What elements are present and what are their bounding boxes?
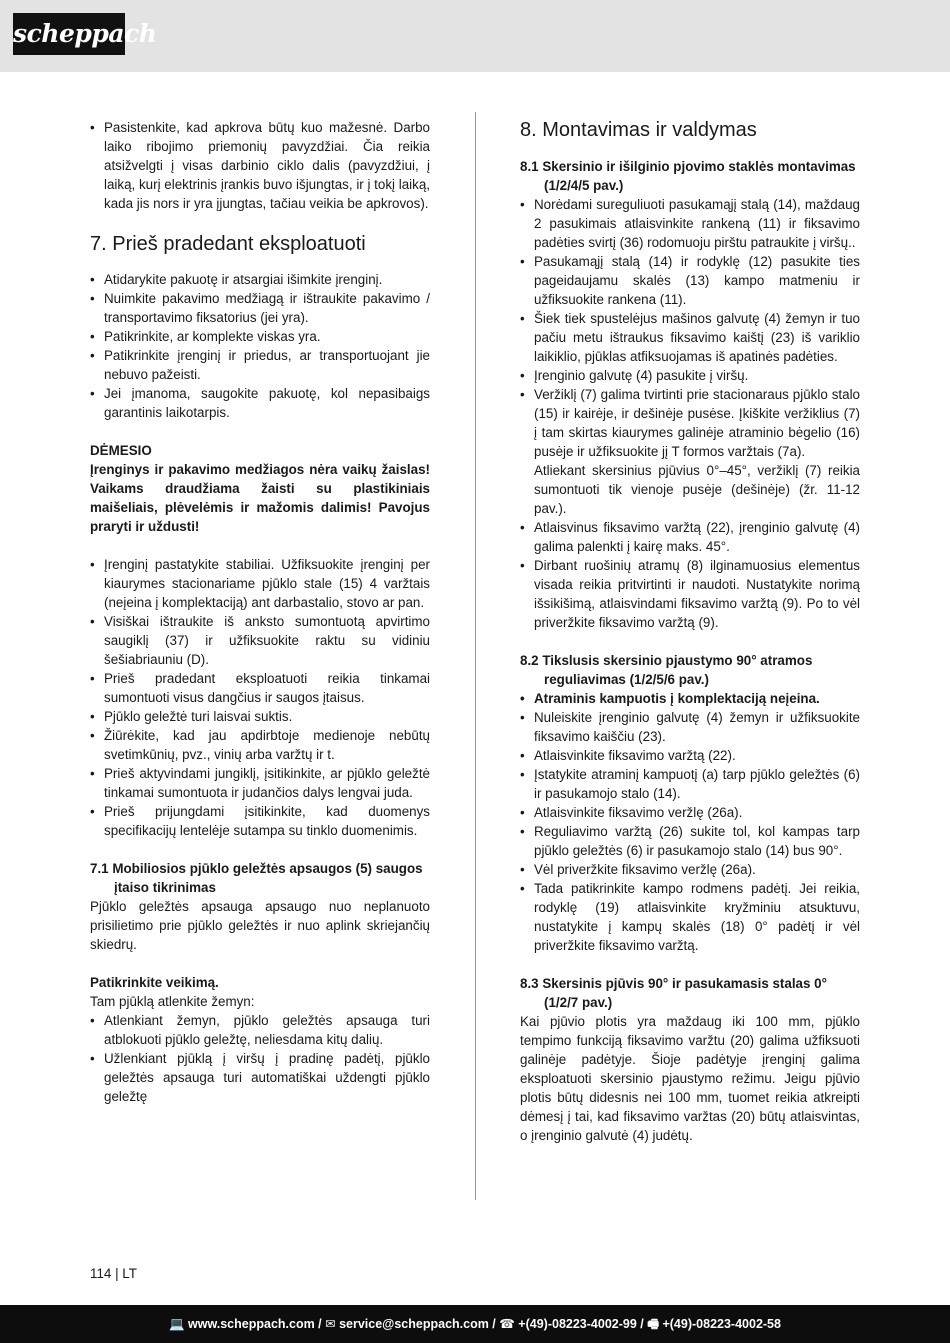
section-8-1-title: 8.1 Skersinio ir išilginio pjovimo staklės montavimas (1/2/4/5 pav.) <box>520 159 856 193</box>
list-item-bold: • Atraminis kampuotis į komplektaciją neįeina. <box>520 689 860 708</box>
section-8-3-text: Kai pjūvio plotis yra maždaug iki 100 mm, pjūklo tempimo funkciją fiksavimo varžtu (20) galima užfiksuoti galinėje padėtyje. Šioje padėtyje įrenginį galima eksploatuoti skersinio pjaustymo režimu. Jeigu pjūvio plotis būtų didesnis nei 100 mm, tuomet reikia atkreipti dėmesį į tai, kad fiksavimo varžtas (20) būtų atlaisvintas, o įrenginio galvutė (4) judėtų. <box>520 1014 860 1143</box>
contact-line: 💻 www.scheppach.com / ✉ service@scheppach.com / ☎ +(49)-08223-4002-99 / 🖷 +(49)-08223-4002-58 <box>169 1317 781 1331</box>
list-item: • Prieš aktyvindami jungiklį, įsitikinkite, ar pjūklo geležtė tinkamai sumontuota ir judančios dalys lengvai juda. <box>90 764 430 802</box>
setup-list <box>90 555 430 840</box>
section-7-1-title: 7.1 Mobiliosios pjūklo geležtės apsaugos (5) saugos įtaiso tikrinimas <box>90 861 423 895</box>
list-item: • Pjūklo geležtė turi laisvai suktis. <box>90 707 430 726</box>
unpacking-list <box>90 270 430 422</box>
list-item: • Nuleiskite įrenginio galvutę (4) žemyn ir užfiksuokite fiksavimo kaiščiu (23). <box>520 708 860 746</box>
attention-title: DĖMESIO <box>90 443 152 458</box>
section-8-1-list <box>520 195 860 461</box>
section-8-3-title: 8.3 Skersinis pjūvis 90° ir pasukamasis stalas 0° (1/2/7 pav.) <box>520 976 827 1010</box>
section-8-1-note: Atliekant skersinius pjūvius 0°–45°, veržiklį (7) reikia sumontuoti tik vienoje pusėje (dešinėje) (žr. 11-12 pav.). <box>534 463 860 516</box>
list-item: • Tada patikrinkite kampo rodmens padėtį. Jei reikia, rodyklę (19) atlaisvinkite kryžminiu atsuktuvu, nustatykite į kampų skalės (18) 0° padėtį ir vėl priveržkite fiksavimo varžtą. <box>520 879 860 955</box>
list-item: • Žiūrėkite, kad jau apdirbtoje medienoje nebūtų svetimkūnių, pvz., vinių arba varžtų ir t. <box>90 726 430 764</box>
list-item: • Patikrinkite įrenginį ir priedus, ar transportuojant jie nebuvo pažeisti. <box>90 346 430 384</box>
page-number: 114 <box>90 1266 112 1281</box>
check-intro: Tam pjūklą atlenkite žemyn: <box>90 994 255 1009</box>
list-item: • Užlenkiant pjūklą į viršų į pradinę padėtį, pjūklo geležtės apsauga turi automatiškai uždengti pjūklo geležtę <box>90 1049 430 1106</box>
page-separator: | <box>115 1266 123 1281</box>
list-item: • Dirbant ruošinių atramų (8) ilginamuosius elementus visada reikia pritvirtinti ir naudoti. Nustatykite norimą išsikišimą, atlaisvindami fiksavimo varžtą (9). Po to vėl priveržkite fiksavimo varžtą (9). <box>520 556 860 632</box>
list-item: • Atlaisvinus fiksavimo varžtą (22), įrenginio galvutę (4) galima palenkti į kairę maks. 45°. <box>520 518 860 556</box>
page-number-footer <box>90 1265 137 1283</box>
list-item: • Pasukamąjį stalą (14) ir rodyklę (12) pasukite ties pageidaujamu skalės (13) kampo matmeniu ir užfiksuokite rankena (11). <box>520 252 860 309</box>
left-column <box>90 118 430 1106</box>
list-item: • Įstatykite atraminį kampuotį (a) tarp pjūklo geležtės (6) ir pasukamojo stalo (14). <box>520 765 860 803</box>
contact-footer <box>0 1305 950 1343</box>
column-divider <box>475 112 476 1200</box>
list-item: • Įrenginio galvutę (4) pasukite į viršų. <box>520 366 860 385</box>
section-7-title: 7. Prieš pradedant eksploatuoti <box>90 233 366 255</box>
right-column <box>520 118 860 1145</box>
section-8-2-title: 8.2 Tikslusis skersinio pjaustymo 90° atramos reguliavimas (1/2/5/6 pav.) <box>520 653 813 687</box>
list-item: • Įrenginį pastatykite stabiliai. Užfiksuokite įrenginį per kiaurymes stacionariame pjūklo stale (15) 4 varžtais (neįeina į komplektaciją) ant darbastalio, stovo ar pan. <box>90 555 430 612</box>
list-item: • Reguliavimo varžtą (26) sukite tol, kol kampas tarp pjūklo geležtės (6) ir pasukamojo stalo (14) bus 90°. <box>520 822 860 860</box>
list-item: • Prieš pradedant eksploatuoti reikia tinkamai sumontuoti visus dangčius ir saugos įtaisus. <box>90 669 430 707</box>
list-item: • Patikrinkite, ar komplekte viskas yra. <box>90 327 430 346</box>
language-code: LT <box>122 1266 137 1281</box>
section-7-1-text: Pjūklo geležtės apsauga apsaugo nuo neplanuoto prisilietimo prie pjūklo geležtės ir nuo aplink skriejančių skiedrų. <box>90 899 430 952</box>
list-item: • Jei įmanoma, saugokite pakuotę, kol nepasibaigs garantinis laikotarpis. <box>90 384 430 422</box>
section-8-title: 8. Montavimas ir valdymas <box>520 119 757 141</box>
list-item: • Veržiklį (7) galima tvirtinti prie stacionaraus pjūklo stalo (15) ir kairėje, ir dešinėje pusėse. Įkiškite veržiklius (7) į tam skirtas kiaurymes galinėje atraminio bėgelio (16) pusėje ir užfiksuokite jį T formos varžtais (7a). <box>520 385 860 461</box>
list-item: • Atlaisvinkite fiksavimo varžtą (22). <box>520 746 860 765</box>
list-item: • Pasistenkite, kad apkrova būtų kuo mažesnė. Darbo laiko ribojimo priemonių pavyzdžiai. Čia reikia atsižvelgti į visas darbinio ciklo dalis (pavyzdžiui, į laiką, kurį elektrinis įrankis buvo išjungtas, ir į tokį laiką, kada jis nors ir yra įjungtas, tačiau veikia be apkrovos). <box>90 118 430 213</box>
list-item: • Vėl priveržkite fiksavimo veržlę (26a). <box>520 860 860 879</box>
list-item: • Norėdami sureguliuoti pasukamąjį stalą (14), maždaug 2 pasukimais atlaisvinkite rankeną (11) ir fiksavimo padėties svirtį (36) rodomuoju pirštu patraukite į viršų.. <box>520 195 860 252</box>
attention-text: Įrenginys ir pakavimo medžiagos nėra vaikų žaislas! Vaikams draudžiama žaisti su plastikiniais maišeliais, plėvelėmis ir mažomis dalimis! Pavojus praryti ir uždusti! <box>90 462 430 534</box>
section-8-2-list <box>520 689 860 955</box>
page-header <box>0 0 950 72</box>
section-8-1-list-b <box>520 518 860 632</box>
scheppach-logo: scheppach <box>13 13 125 55</box>
check-title: Patikrinkite veikimą. <box>90 975 219 990</box>
intro-list <box>90 118 430 213</box>
list-item: • Atlaisvinkite fiksavimo veržlę (26a). <box>520 803 860 822</box>
list-item: • Šiek tiek spustelėjus mašinos galvutę (4) žemyn ir tuo pačiu metu ištraukus fiksavimo kaištį (23) iš variklio laikiklio, pjūklas atfiksuojamas iš apatinės padėties. <box>520 309 860 366</box>
list-item: • Prieš prijungdami įsitikinkite, kad duomenys specifikacijų lentelėje sutampa su tinklo duomenimis. <box>90 802 430 840</box>
list-item: • Nuimkite pakavimo medžiagą ir ištraukite pakavimo / transportavimo fiksatorius (jei yra). <box>90 289 430 327</box>
list-item: • Atlenkiant žemyn, pjūklo geležtės apsauga turi atblokuoti pjūklo geležtę, neliesdama kitų dalių. <box>90 1011 430 1049</box>
list-item: • Atidarykite pakuotę ir atsargiai išimkite įrenginį. <box>90 270 430 289</box>
list-item: • Visiškai ištraukite iš anksto sumontuotą apvirtimo saugiklį (37) ir užfiksuokite raktu su vidiniu šešiabriauniu (D). <box>90 612 430 669</box>
check-list <box>90 1011 430 1106</box>
